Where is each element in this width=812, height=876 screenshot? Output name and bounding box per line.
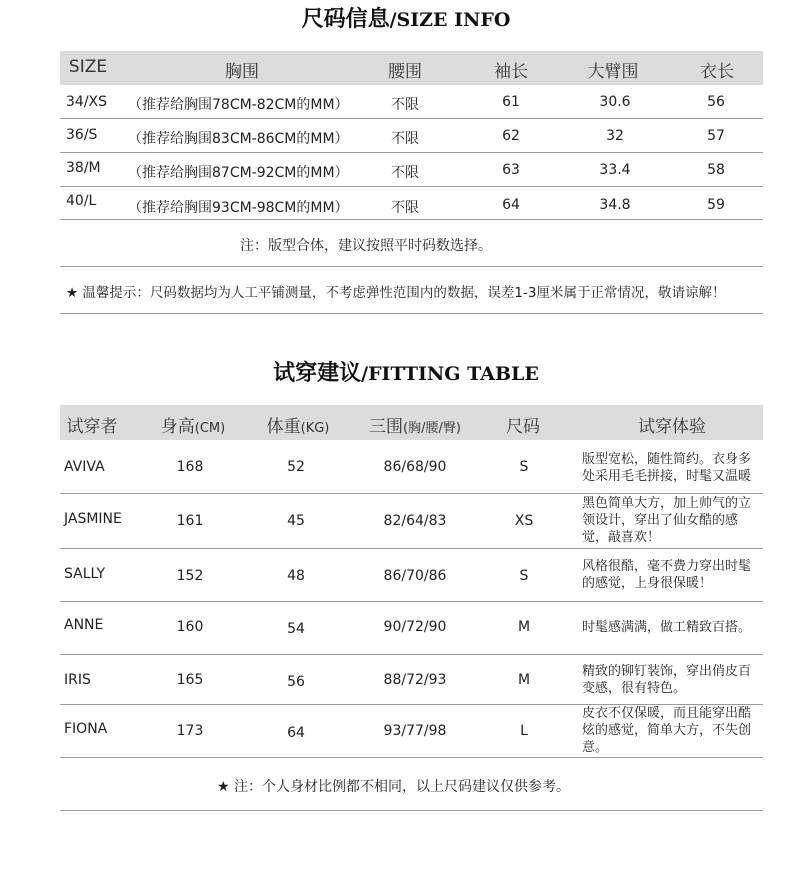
tester-weight: 54: [287, 621, 305, 637]
tester-name: JASMINE: [64, 511, 122, 527]
size-row: [60, 153, 763, 187]
header-length: 衣长: [700, 62, 734, 82]
tester-measures: 90/72/90: [383, 619, 447, 635]
tester-height: 160: [176, 619, 204, 635]
header-weight: [267, 412, 330, 437]
arm-value: 34.8: [599, 197, 631, 213]
header-tester: 试穿者: [66, 417, 118, 437]
fitting-title-cn: 试穿建议: [273, 361, 362, 386]
header-weight-label: 体重: [266, 417, 301, 437]
tester-size: S: [519, 459, 529, 475]
size-row: [60, 85, 763, 119]
tester-weight: 52: [287, 459, 305, 475]
fitting-row: [60, 494, 763, 549]
tester-size: M: [517, 619, 531, 635]
length-value: 59: [707, 197, 725, 213]
tester-measures: 88/72/93: [383, 672, 447, 688]
length-value: 57: [707, 128, 725, 144]
header-height: [161, 412, 225, 437]
waist-value: 不限: [391, 97, 419, 113]
size-tip: ★ 温馨提示：尺码数据均为人工平铺测量，不考虑弹性范围内的数据，误差1-3厘米属于正常情况，敬请谅解！: [66, 285, 726, 301]
fitting-note: ★ 注：个人身材比例都不相同，以上尺码建议仅供参考。: [217, 779, 570, 795]
size-value: 36/S: [66, 127, 98, 143]
header-measures: [369, 412, 461, 437]
arm-value: 30.6: [599, 94, 631, 110]
tester-height: 168: [176, 459, 204, 475]
tester-name: FIONA: [64, 721, 108, 737]
tester-weight: 48: [287, 568, 305, 584]
header-size: 尺码: [506, 417, 540, 437]
fitting-title-en: /FITTING TABLE: [361, 363, 539, 385]
bust-value: （推荐给胸围83CM-86CM的MM）: [128, 131, 349, 147]
size-value: 34/XS: [66, 94, 108, 110]
header-measures-unit: (胸/腰/臀): [403, 421, 461, 436]
waist-value: 不限: [391, 165, 419, 181]
tester-name: ANNE: [64, 617, 104, 633]
tester-size: L: [520, 723, 528, 739]
header-waist: 腰围: [388, 62, 422, 82]
tester-experience: 风格很酷，毫不费力穿出时髦的感觉，上身很保暖！: [582, 559, 752, 591]
size-row: [60, 187, 763, 220]
tester-height: 152: [176, 568, 204, 584]
tester-name: IRIS: [64, 672, 91, 688]
header-sleeve: 袖长: [494, 62, 528, 82]
length-value: 58: [707, 162, 725, 178]
tester-height: 165: [176, 672, 204, 688]
header-weight-unit: (KG): [300, 421, 330, 436]
waist-value: 不限: [391, 200, 419, 216]
tester-name: AVIVA: [64, 459, 105, 475]
size-value: 40/L: [66, 193, 97, 209]
tester-weight: 64: [287, 725, 305, 741]
tester-measures: 86/68/90: [383, 459, 447, 475]
fitting-row: [60, 440, 763, 494]
header-bust: 胸围: [225, 62, 259, 82]
header-height-unit: (CM): [194, 421, 226, 436]
arm-value: 32: [606, 128, 624, 144]
tester-weight: 56: [287, 674, 305, 690]
tester-measures: 82/64/83: [383, 513, 447, 529]
tester-experience: 黑色简单大方，加上帅气的立领设计，穿出了仙女酷的感觉，敲喜欢！: [582, 496, 752, 545]
fitting-row: [60, 549, 763, 602]
fitting-row: [60, 705, 763, 758]
header-experience: 试穿体验: [638, 417, 706, 437]
tester-experience: 时髦感满满，做工精致百搭。: [582, 620, 752, 635]
tester-name: SALLY: [64, 566, 106, 582]
sleeve-value: 64: [502, 197, 520, 213]
size-note: 注：版型合体，建议按照平时码数选择。: [240, 238, 492, 254]
header-height-label: 身高: [160, 417, 195, 437]
fitting-title: [0, 356, 812, 387]
tester-size: M: [517, 672, 531, 688]
bust-value: （推荐给胸围87CM-92CM的MM）: [128, 165, 349, 181]
divider: [60, 313, 763, 314]
divider: [60, 810, 763, 811]
tester-measures: 93/77/98: [383, 723, 447, 739]
tester-height: 161: [176, 513, 204, 529]
size-row: [60, 119, 763, 153]
tester-experience: 皮衣不仅保暖，而且能穿出酷炫的感觉，简单大方，不失创意。: [582, 706, 752, 755]
size-table-header: [60, 51, 763, 85]
fitting-table-header: [60, 405, 763, 440]
header-measures-label: 三围: [369, 417, 404, 437]
tester-weight: 45: [287, 513, 305, 529]
length-value: 56: [707, 94, 725, 110]
sleeve-value: 61: [502, 94, 520, 110]
size-info-title: [0, 2, 812, 33]
sleeve-value: 63: [502, 162, 520, 178]
divider: [60, 266, 763, 267]
tester-size: XS: [514, 513, 534, 529]
tester-experience: 版型宽松，随性简约。衣身多处采用毛毛拼接，时髦又温暖: [582, 452, 752, 484]
size-info-title-cn: 尺码信息: [301, 7, 390, 32]
bust-value: （推荐给胸围78CM-82CM的MM）: [128, 97, 349, 113]
tester-size: S: [519, 568, 529, 584]
header-size: SIZE: [68, 57, 108, 77]
tester-height: 173: [176, 723, 204, 739]
fitting-row: [60, 655, 763, 705]
size-info-title-en: /SIZE INFO: [389, 9, 511, 31]
arm-value: 33.4: [599, 162, 631, 178]
header-arm: 大臂围: [587, 62, 639, 82]
tester-experience: 精致的铆钉装饰，穿出俏皮百变感，很有特色。: [582, 664, 752, 696]
waist-value: 不限: [391, 131, 419, 147]
fitting-row: [60, 602, 763, 655]
bust-value: （推荐给胸围93CM-98CM的MM）: [128, 200, 349, 216]
tester-measures: 86/70/86: [383, 568, 447, 584]
sleeve-value: 62: [502, 128, 520, 144]
size-value: 38/M: [66, 160, 101, 176]
